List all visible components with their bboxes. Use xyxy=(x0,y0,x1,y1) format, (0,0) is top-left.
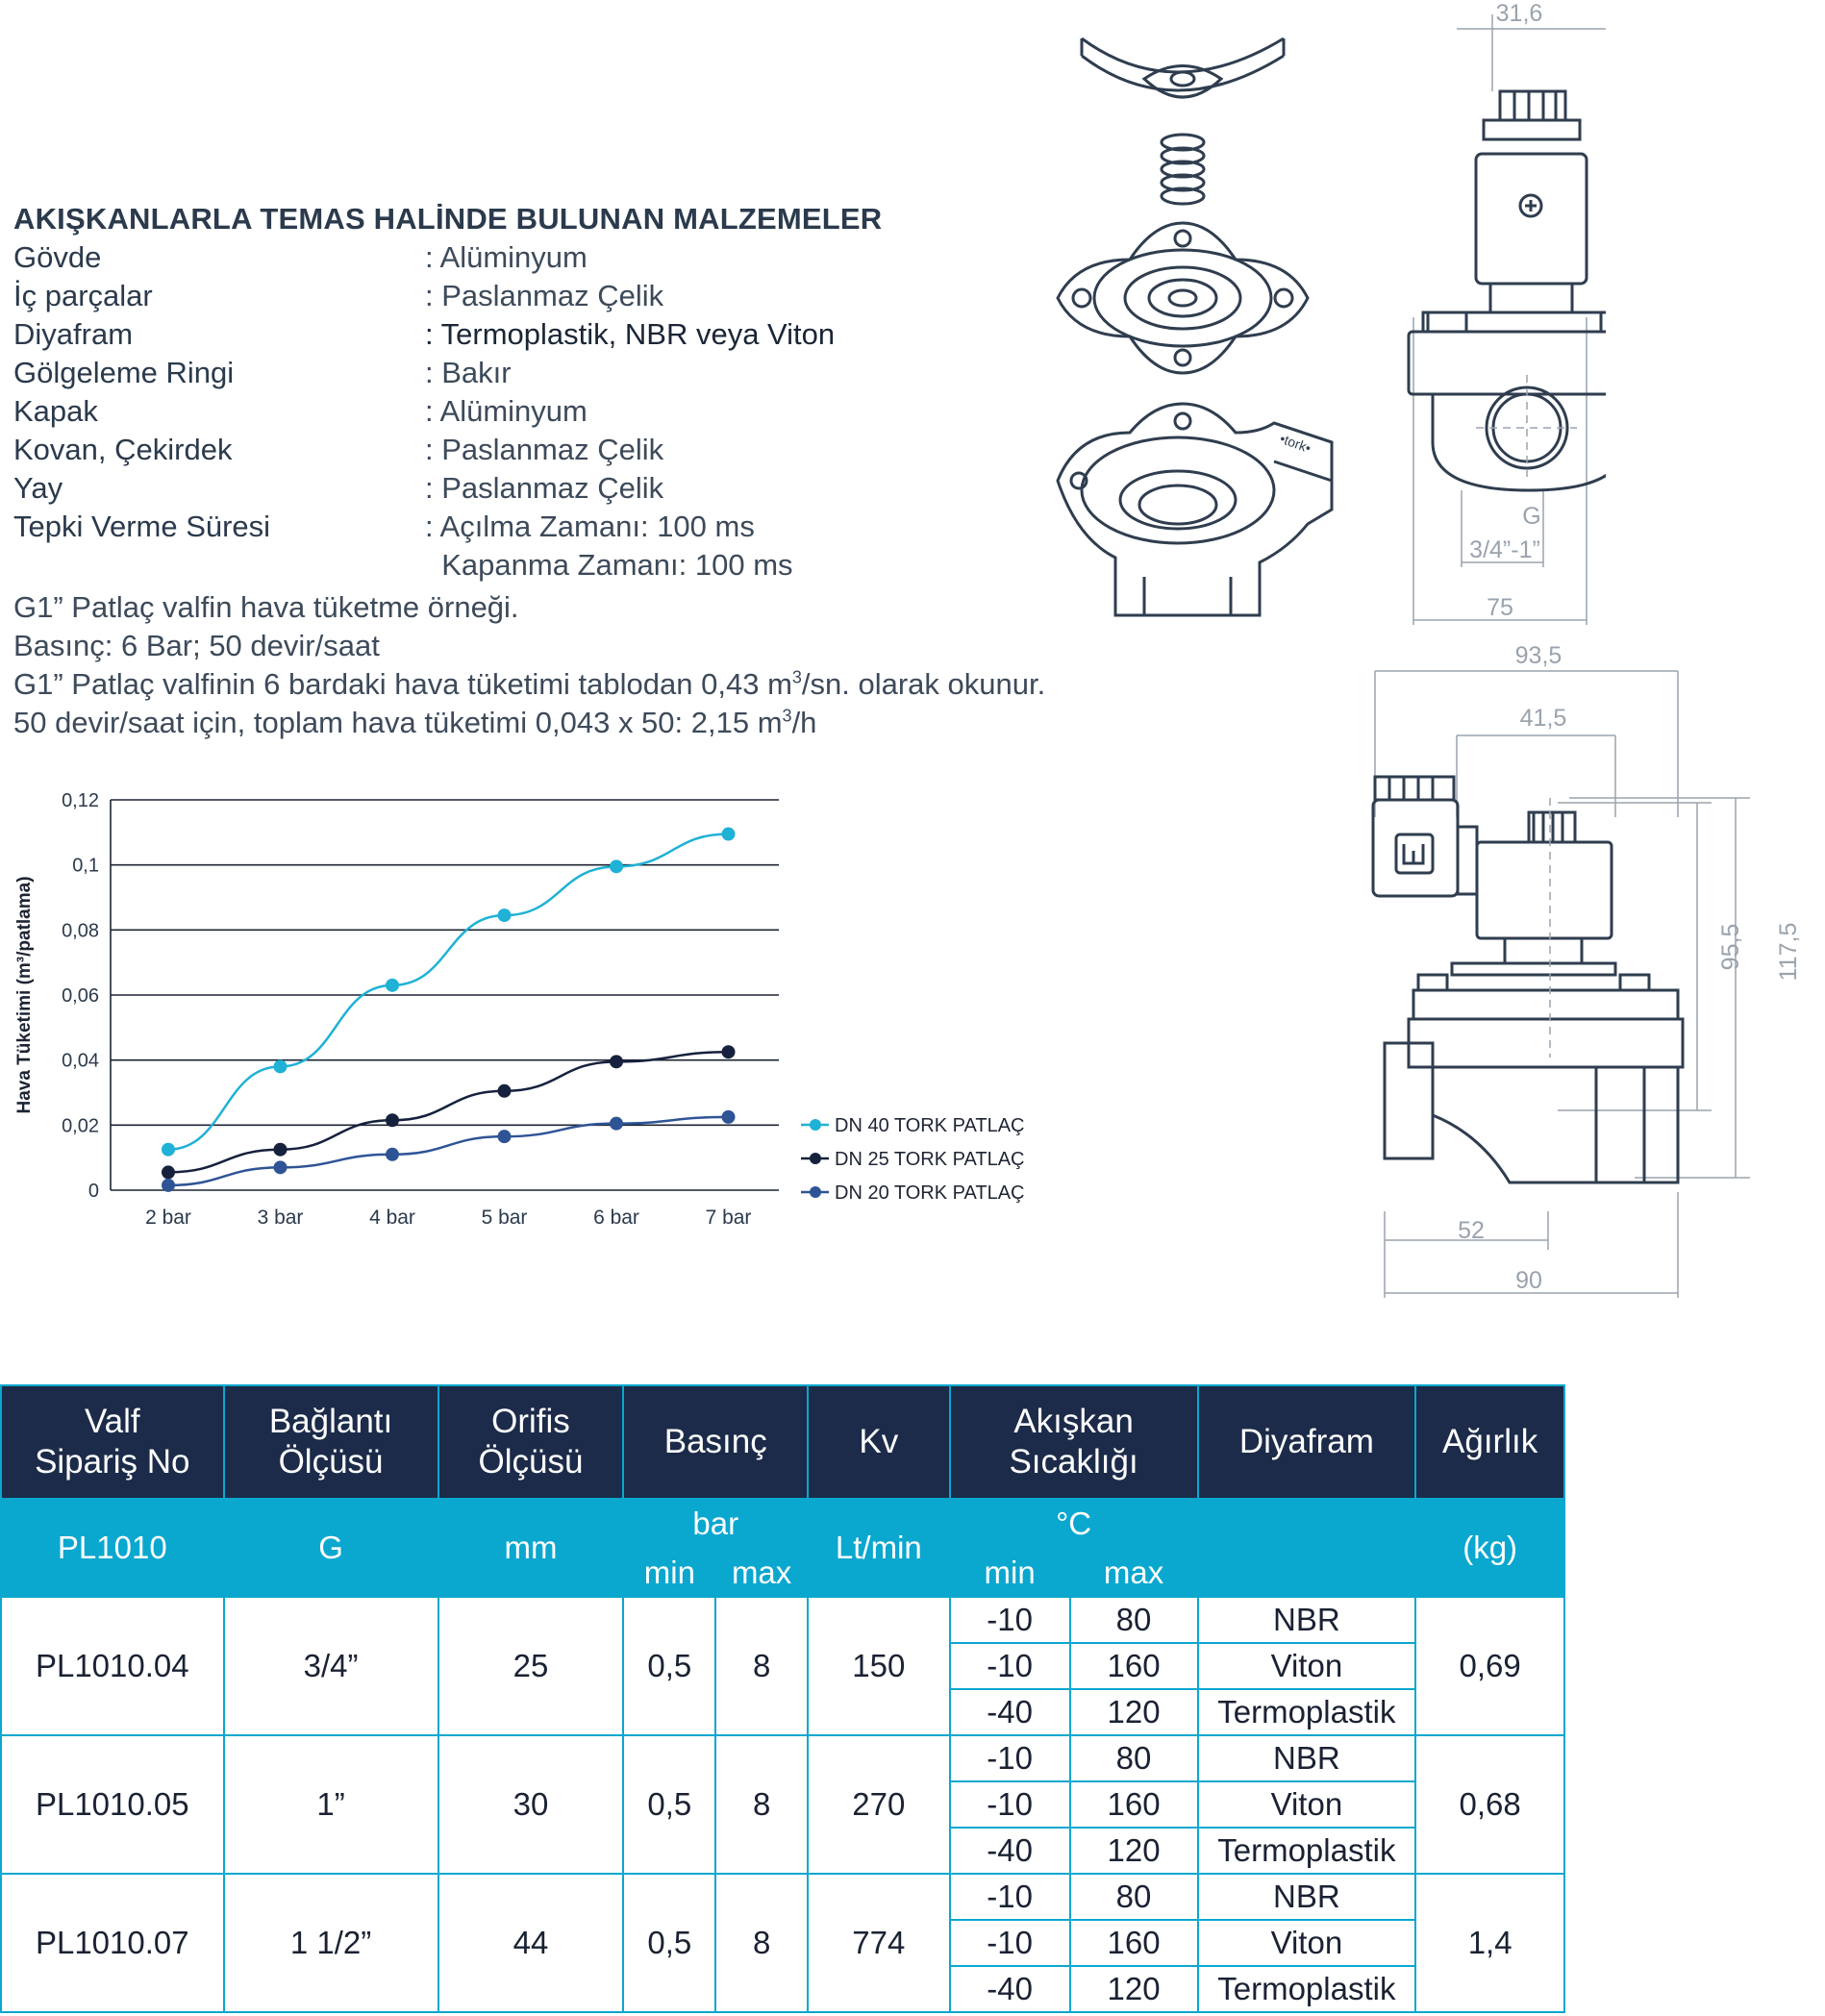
series-line xyxy=(168,834,729,1150)
table-row xyxy=(1,1735,1564,1781)
dim-93-5: 93,5 xyxy=(1514,642,1562,669)
unit-tmin: min xyxy=(950,1549,1070,1597)
legend-label: DN 25 TORK PATLAÇ xyxy=(835,1149,1025,1170)
legend-marker xyxy=(810,1119,821,1131)
data-point xyxy=(386,1113,399,1127)
col-header-kv: Kv xyxy=(808,1385,950,1499)
x-tick-label: 3 bar xyxy=(257,1207,304,1229)
temp-max: 120 xyxy=(1070,1966,1198,2012)
material-row xyxy=(13,356,512,390)
data-point xyxy=(610,1117,623,1131)
unit-orifis: mm xyxy=(438,1499,624,1597)
material-value: Kapanma Zamanı: 100 ms xyxy=(425,548,793,582)
data-point xyxy=(274,1160,288,1174)
y-tick-label: 0,08 xyxy=(62,920,99,942)
materials-heading: AKIŞKANLARLA TEMAS HALİNDE BULUNAN MALZEMELER xyxy=(13,202,883,236)
valve-order-no: PL1010.07 xyxy=(1,1874,224,2012)
material-row xyxy=(13,317,835,352)
material-row xyxy=(13,510,755,544)
data-point xyxy=(274,1059,288,1073)
temp-min: -10 xyxy=(950,1781,1070,1828)
dim-31-6: 31,6 xyxy=(1495,0,1543,27)
material-row xyxy=(13,433,663,467)
col-header-baglanti: Bağlantı Ölçüsü xyxy=(224,1385,438,1499)
temp-min: -40 xyxy=(950,1966,1070,2012)
dim-95-5: 95,5 xyxy=(1717,923,1744,971)
table-row xyxy=(1,1597,1564,1643)
material-label: Gölgeleme Ringi xyxy=(13,356,235,389)
weight: 1,4 xyxy=(1415,1874,1564,2012)
temp-min: -10 xyxy=(950,1920,1070,1966)
col-header-agirlik: Ağırlık xyxy=(1415,1385,1564,1499)
pressure-min: 0,5 xyxy=(623,1874,715,2012)
temp-min: -10 xyxy=(950,1643,1070,1689)
kv-value: 774 xyxy=(808,1874,950,2012)
spec-table xyxy=(0,1384,1565,2013)
unit-pmin: min xyxy=(623,1549,715,1597)
unit-agirlik: (kg) xyxy=(1415,1499,1564,1597)
diaphragm-material: Viton xyxy=(1198,1781,1416,1828)
material-value: : Alüminyum xyxy=(425,240,588,274)
temp-min: -10 xyxy=(950,1735,1070,1781)
col-header-orifis: Orifis Ölçüsü xyxy=(438,1385,624,1499)
valve-order-no: PL1010.05 xyxy=(1,1735,224,1874)
diaphragm-material: Termoplastik xyxy=(1198,1689,1416,1735)
legend-marker xyxy=(810,1186,821,1198)
exploded-parts-drawing xyxy=(1038,19,1365,625)
legend-label: DN 20 TORK PATLAÇ xyxy=(835,1182,1025,1204)
dim-75: 75 xyxy=(1487,594,1513,621)
material-value: : Termoplastik, NBR veya Viton xyxy=(425,317,836,351)
x-tick-label: 6 bar xyxy=(593,1207,639,1229)
y-tick-label: 0 xyxy=(88,1181,99,1202)
unit-tmax: max xyxy=(1070,1549,1198,1597)
col-header-valf: Valf Sipariş No xyxy=(1,1385,224,1499)
unit-baglanti: G xyxy=(224,1499,438,1597)
unit-pmax: max xyxy=(715,1549,808,1597)
material-row xyxy=(13,279,663,313)
dim-90: 90 xyxy=(1515,1267,1542,1294)
units-row xyxy=(1,1499,1564,1549)
temp-max: 160 xyxy=(1070,1643,1198,1689)
material-label: Kapak xyxy=(13,394,98,428)
dim-41-5: 41,5 xyxy=(1519,705,1567,732)
material-label: Gövde xyxy=(13,240,102,274)
material-label: Yay xyxy=(13,471,63,505)
material-value: : Paslanmaz Çelik xyxy=(425,279,664,312)
valve-order-no: PL1010.04 xyxy=(1,1597,224,1735)
material-label: Diyafram xyxy=(13,317,134,351)
temp-min: -40 xyxy=(950,1828,1070,1874)
material-row xyxy=(13,394,588,429)
material-row xyxy=(13,548,793,583)
temp-max: 160 xyxy=(1070,1781,1198,1828)
unit-basinc: bar xyxy=(623,1499,808,1549)
temp-max: 80 xyxy=(1070,1597,1198,1643)
valve-front-view-drawing xyxy=(1385,0,1606,654)
material-label: Kovan, Çekirdek xyxy=(13,433,233,466)
pressure-max: 8 xyxy=(715,1597,808,1735)
material-value: : Bakır xyxy=(425,356,512,389)
table-header-row xyxy=(1,1385,1564,1499)
diaphragm-material: Viton xyxy=(1198,1920,1416,1966)
temp-min: -40 xyxy=(950,1689,1070,1735)
diaphragm-material: Viton xyxy=(1198,1643,1416,1689)
note-line-1: G1” Patlaç valfin hava tüketme örneği. xyxy=(13,590,519,624)
temp-max: 80 xyxy=(1070,1735,1198,1781)
x-tick-label: 4 bar xyxy=(369,1207,415,1229)
weight: 0,68 xyxy=(1415,1735,1564,1874)
series-line xyxy=(168,1052,729,1172)
temp-max: 120 xyxy=(1070,1689,1198,1735)
unit-valf: PL1010 xyxy=(1,1499,224,1597)
orifice-size: 44 xyxy=(438,1874,624,2012)
unit-kv: Lt/min xyxy=(808,1499,950,1597)
dim-52: 52 xyxy=(1458,1217,1485,1244)
material-value: : Paslanmaz Çelik xyxy=(425,433,664,466)
temp-min: -10 xyxy=(950,1874,1070,1920)
material-label: İç parçalar xyxy=(13,279,153,312)
temp-min: -10 xyxy=(950,1597,1070,1643)
air-consumption-chart xyxy=(0,777,1077,1248)
pressure-max: 8 xyxy=(715,1874,808,2012)
data-point xyxy=(498,1084,512,1098)
diaphragm-material: NBR xyxy=(1198,1735,1416,1781)
material-row xyxy=(13,240,588,275)
temp-max: 160 xyxy=(1070,1920,1198,1966)
svg-text:•tork•: •tork• xyxy=(1277,430,1313,457)
material-value: : Paslanmaz Çelik xyxy=(425,471,664,505)
y-tick-label: 0,12 xyxy=(62,790,99,811)
data-point xyxy=(274,1143,288,1157)
connection-size: 3/4” xyxy=(224,1597,438,1735)
col-header-basinc: Basınç xyxy=(623,1385,808,1499)
data-point xyxy=(162,1143,175,1157)
note-line-4: 50 devir/saat için, toplam hava tüketimi 0,043 x 50: 2,15 $m^3/h$ xyxy=(13,706,817,739)
dim-g: G xyxy=(1522,503,1541,530)
y-tick-label: 0,02 xyxy=(62,1115,99,1137)
legend-label: DN 40 TORK PATLAÇ xyxy=(835,1115,1025,1136)
material-row xyxy=(13,471,663,506)
data-point xyxy=(610,1055,623,1068)
y-tick-label: 0,06 xyxy=(62,985,99,1007)
note-line-3: G1” Patlaç valfinin 6 bardaki hava tüketimi tablodan 0,43 $m^3/sn$. olarak okunur. xyxy=(13,667,1046,701)
material-label: Tepki Verme Süresi xyxy=(13,510,271,543)
data-point xyxy=(722,1110,736,1124)
data-point xyxy=(162,1165,175,1179)
dim-thread: 3/4”-1” xyxy=(1469,536,1540,563)
legend-marker xyxy=(810,1153,821,1164)
col-header-diyafram: Diyafram xyxy=(1198,1385,1416,1499)
data-point xyxy=(386,979,399,992)
data-point xyxy=(386,1148,399,1161)
pressure-max: 8 xyxy=(715,1735,808,1874)
unit-sicaklik: °C xyxy=(950,1499,1198,1549)
diaphragm-material: Termoplastik xyxy=(1198,1828,1416,1874)
data-point xyxy=(722,1045,736,1058)
diaphragm-material: Termoplastik xyxy=(1198,1966,1416,2012)
pressure-min: 0,5 xyxy=(623,1735,715,1874)
x-tick-label: 7 bar xyxy=(705,1207,752,1229)
dim-117-5: 117,5 xyxy=(1775,922,1802,982)
note-line-2: Basınç: 6 Bar; 50 devir/saat xyxy=(13,629,380,662)
data-point xyxy=(498,908,512,922)
valve-side-view-drawing xyxy=(1346,635,1825,1307)
data-point xyxy=(610,859,623,873)
data-point xyxy=(162,1179,175,1192)
connection-size: 1” xyxy=(224,1735,438,1874)
material-value: : Alüminyum xyxy=(425,394,588,428)
temp-max: 80 xyxy=(1070,1874,1198,1920)
y-tick-label: 0,04 xyxy=(62,1050,99,1072)
connection-size: 1 1/2” xyxy=(224,1874,438,2012)
material-value: : Açılma Zamanı: 100 ms xyxy=(425,510,755,543)
data-point xyxy=(722,828,736,841)
x-tick-label: 2 bar xyxy=(145,1207,191,1229)
y-axis-label: Hava Tüketimi (m³/patlama) xyxy=(14,876,35,1114)
col-header-sicaklik: Akışkan Sıcaklığı xyxy=(950,1385,1198,1499)
orifice-size: 30 xyxy=(438,1735,624,1874)
kv-value: 270 xyxy=(808,1735,950,1874)
weight: 0,69 xyxy=(1415,1597,1564,1735)
x-tick-label: 5 bar xyxy=(481,1207,528,1229)
temp-max: 120 xyxy=(1070,1828,1198,1874)
data-point xyxy=(498,1130,512,1143)
y-tick-label: 0,1 xyxy=(72,855,99,877)
pressure-min: 0,5 xyxy=(623,1597,715,1735)
diaphragm-material: NBR xyxy=(1198,1597,1416,1643)
orifice-size: 25 xyxy=(438,1597,624,1735)
table-row xyxy=(1,1874,1564,1920)
kv-value: 150 xyxy=(808,1597,950,1735)
unit-diyafram xyxy=(1198,1499,1416,1597)
table-body xyxy=(1,1597,1564,2012)
diaphragm-material: NBR xyxy=(1198,1874,1416,1920)
